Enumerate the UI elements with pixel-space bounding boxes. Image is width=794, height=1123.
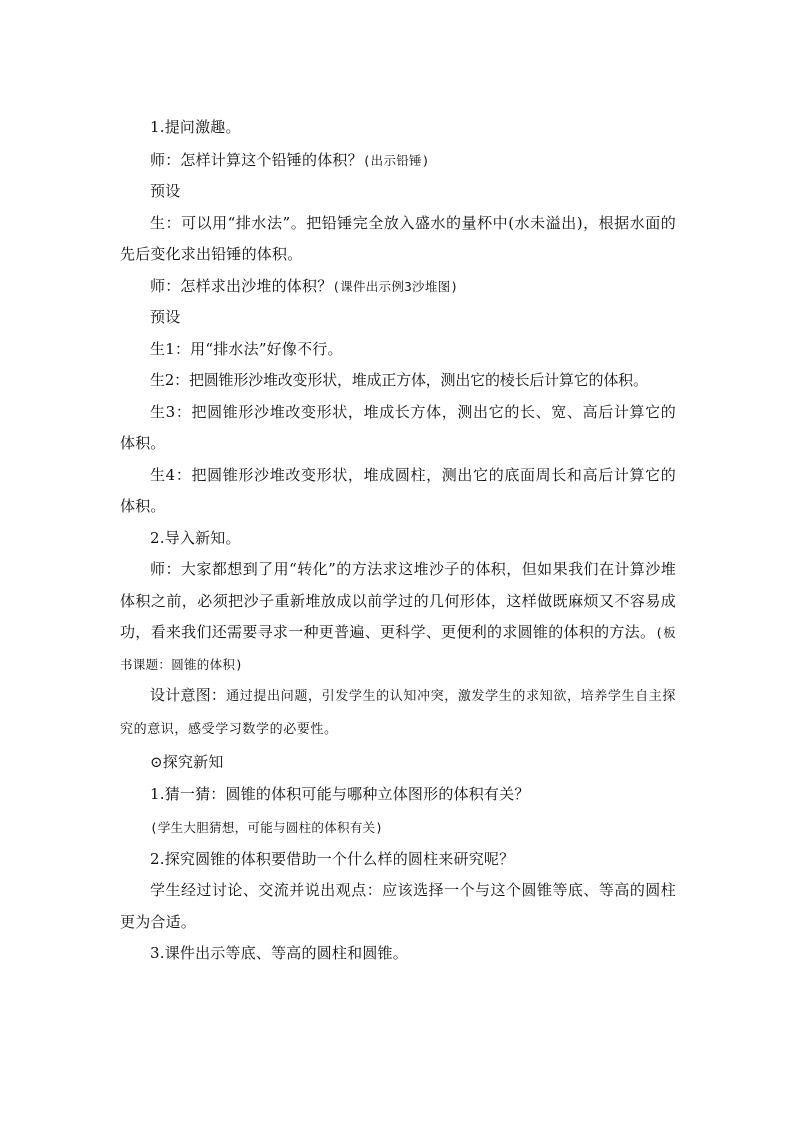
paragraph-9: 生3：把圆锥形沙堆改变形状，堆成长方体，测出它的长、宽、高后计算它的体积。	[120, 402, 676, 452]
annotation: (出示铅锤)	[362, 152, 430, 168]
section-heading: ⊙探究新知	[150, 753, 224, 771]
paragraph-10: 生4：把圆锥形沙堆改变形状，堆成圆柱，测出它的底面周长和高后计算它的体积。	[120, 465, 676, 515]
paragraph-7: 生1：用“排水法”好像不行。	[150, 339, 343, 358]
design-intent-paragraph	[120, 680, 676, 745]
paragraph-15: 1.猜一猜：圆锥的体积可能与哪种立体图形的体积有关？	[150, 784, 530, 803]
paragraph-4: 生：可以用“排水法”。把铅锤完全放入盛水的量杯中(水未溢出)，根据水面的先后变化求出铅锤的体积。	[120, 213, 676, 263]
paragraph-8: 生2：把圆锥形沙堆改变形状，堆成正方体，测出它的棱长后计算它的体积。	[150, 371, 648, 389]
paragraph-11: 2.导入新知。	[150, 528, 241, 547]
paragraph-18: 学生经过讨论、交流并说出观点：应该选择一个与这个圆锥等底、等高的圆柱更为合适。	[120, 881, 676, 931]
paragraph-6: 预设	[150, 308, 181, 326]
annotation: (板书课题：圆锥的体积)	[120, 625, 676, 672]
paragraph-16	[120, 812, 676, 844]
document-page	[120, 112, 676, 970]
annotation: (学生大胆猜想，可能与圆柱的体积有关)	[150, 820, 384, 835]
design-intent-text: 通过提出问题，引发学生的认知冲突，激发学生的求知欲，培养学生自主探究的意识，感受学习数学的必要性。	[120, 689, 676, 737]
paragraph-5: 师：怎样求出沙堆的体积？(课件出示例3沙堆图)	[150, 276, 459, 295]
design-intent-label: 设计意图：	[150, 686, 227, 704]
paragraph-1: 1.提问激趣。	[150, 118, 241, 136]
paragraph-3: 预设	[150, 182, 181, 200]
paragraph-12: 师：大家都想到了用“转化”的方法求这堆沙子的体积，但如果我们在计算沙堆体积之前，必须把沙子重新堆放成以前学过的几何形体，这样做既麻烦又不容易成功，看来我们还需要寻求一种更普遍、更科学、更便利的求圆锥的体积的方法。(板书课题：圆锥的体积)	[120, 560, 676, 672]
paragraph-19: 3.课件出示等底、等高的圆柱和圆锥。	[150, 944, 408, 962]
paragraph-2: 师：怎样计算这个铅锤的体积？(出示铅锤)	[150, 150, 430, 169]
paragraph-17: 2.探究圆锥的体积要借助一个什么样的圆柱来研究呢？	[150, 849, 515, 868]
annotation: (课件出示例3沙堆图)	[332, 278, 459, 294]
